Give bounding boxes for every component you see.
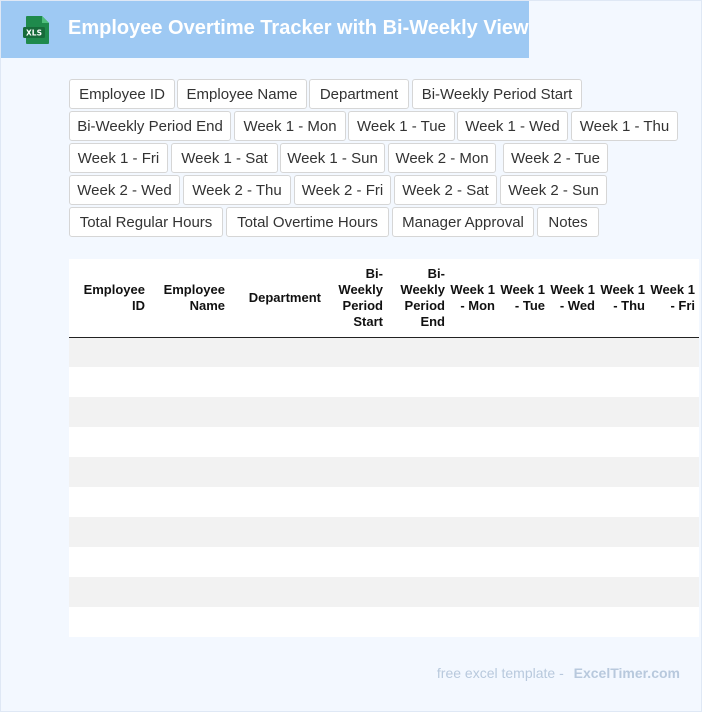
table-cell[interactable] xyxy=(69,487,149,517)
table-cell[interactable] xyxy=(387,397,449,427)
footer-brand-link[interactable]: ExcelTimer.com xyxy=(573,665,680,681)
column-chip[interactable]: Week 2 - Tue xyxy=(503,143,608,173)
table-cell[interactable] xyxy=(149,457,229,487)
table-cell[interactable] xyxy=(449,577,499,607)
table-cell[interactable] xyxy=(449,397,499,427)
table-cell[interactable] xyxy=(325,457,387,487)
table-cell[interactable] xyxy=(387,547,449,577)
column-chip[interactable]: Week 1 - Wed xyxy=(457,111,568,141)
column-header: Week 1 - Thu xyxy=(599,259,649,337)
table-cell[interactable] xyxy=(69,397,149,427)
column-header: Week 1 - Wed xyxy=(549,259,599,337)
column-header: Employee Name xyxy=(149,259,229,337)
table-cell[interactable] xyxy=(325,367,387,397)
column-header: Week 1 - Tue xyxy=(499,259,549,337)
table-row[interactable] xyxy=(69,457,699,487)
column-chip[interactable]: Week 2 - Fri xyxy=(294,175,391,205)
table-cell[interactable] xyxy=(599,607,649,637)
table-cell[interactable] xyxy=(449,367,499,397)
table-cell[interactable] xyxy=(325,547,387,577)
table-row[interactable] xyxy=(69,547,699,577)
table-cell[interactable] xyxy=(499,367,549,397)
table-cell[interactable] xyxy=(599,337,649,367)
table-cell[interactable] xyxy=(599,397,649,427)
table-cell[interactable] xyxy=(69,517,149,547)
column-chip[interactable]: Bi-Weekly Period Start xyxy=(412,79,582,109)
table-cell[interactable] xyxy=(149,367,229,397)
table-cell[interactable] xyxy=(549,487,599,517)
column-header: Bi-Weekly Period End xyxy=(387,259,449,337)
footer xyxy=(437,665,680,681)
table-cell[interactable] xyxy=(649,577,699,607)
table-cell[interactable] xyxy=(387,457,449,487)
table-cell[interactable] xyxy=(499,337,549,367)
table-cell[interactable] xyxy=(649,427,699,457)
table-cell[interactable] xyxy=(649,457,699,487)
table-cell[interactable] xyxy=(499,397,549,427)
table-cell[interactable] xyxy=(229,607,325,637)
table-cell[interactable] xyxy=(229,427,325,457)
table-cell[interactable] xyxy=(229,487,325,517)
footer-text: free excel template - xyxy=(436,665,564,681)
table-row[interactable] xyxy=(69,487,699,517)
svg-text:XLS: XLS xyxy=(26,28,42,38)
xls-file-icon xyxy=(23,15,51,45)
table-cell[interactable] xyxy=(499,457,549,487)
table-row[interactable] xyxy=(69,427,699,457)
column-chip[interactable]: Week 2 - Mon xyxy=(388,143,496,173)
table-cell[interactable] xyxy=(449,457,499,487)
column-chip[interactable]: Week 2 - Wed xyxy=(69,175,180,205)
table-cell[interactable] xyxy=(599,517,649,547)
table-row[interactable] xyxy=(69,337,699,367)
table-cell[interactable] xyxy=(449,427,499,457)
column-header: Week 1 - Mon xyxy=(449,259,499,337)
table-cell[interactable] xyxy=(549,367,599,397)
table-cell[interactable] xyxy=(325,427,387,457)
table-cell[interactable] xyxy=(325,487,387,517)
table-cell[interactable] xyxy=(69,577,149,607)
column-chip[interactable]: Employee ID xyxy=(69,79,175,109)
table-cell[interactable] xyxy=(499,427,549,457)
column-chip[interactable]: Week 1 - Fri xyxy=(69,143,168,173)
table-cell[interactable] xyxy=(149,577,229,607)
table-row[interactable] xyxy=(69,517,699,547)
table-cell[interactable] xyxy=(229,577,325,607)
table-cell[interactable] xyxy=(149,547,229,577)
table-cell[interactable] xyxy=(149,607,229,637)
table-cell[interactable] xyxy=(69,607,149,637)
table-row[interactable] xyxy=(69,367,699,397)
table-cell[interactable] xyxy=(149,517,229,547)
table-cell[interactable] xyxy=(69,457,149,487)
column-chip[interactable]: Week 1 - Sat xyxy=(171,143,278,173)
column-chip[interactable]: Week 2 - Thu xyxy=(183,175,291,205)
table-cell[interactable] xyxy=(387,607,449,637)
table-cell[interactable] xyxy=(69,337,149,367)
table-cell[interactable] xyxy=(69,427,149,457)
table-cell[interactable] xyxy=(449,487,499,517)
table-cell[interactable] xyxy=(549,397,599,427)
column-chip[interactable]: Week 1 - Thu xyxy=(571,111,678,141)
column-chip[interactable]: Week 2 - Sun xyxy=(500,175,607,205)
table-cell[interactable] xyxy=(599,487,649,517)
table-cell[interactable] xyxy=(649,607,699,637)
column-chip[interactable]: Department xyxy=(309,79,409,109)
table-row[interactable] xyxy=(69,607,699,637)
table-cell[interactable] xyxy=(549,547,599,577)
table-cell[interactable] xyxy=(449,337,499,367)
table-cell[interactable] xyxy=(229,397,325,427)
table-cell[interactable] xyxy=(549,457,599,487)
table-cell[interactable] xyxy=(387,367,449,397)
table-cell[interactable] xyxy=(449,517,499,547)
table-cell[interactable] xyxy=(449,547,499,577)
column-chip[interactable]: Manager Approval xyxy=(392,207,534,237)
table-cell[interactable] xyxy=(499,517,549,547)
table-cell[interactable] xyxy=(499,487,549,517)
table-cell[interactable] xyxy=(549,607,599,637)
table-cell[interactable] xyxy=(499,607,549,637)
table-cell[interactable] xyxy=(229,337,325,367)
tracker-table xyxy=(69,259,695,637)
column-chip[interactable]: Total Overtime Hours xyxy=(226,207,389,237)
table-cell[interactable] xyxy=(549,577,599,607)
table-cell[interactable] xyxy=(387,427,449,457)
table-cell[interactable] xyxy=(149,337,229,367)
table-cell[interactable] xyxy=(325,517,387,547)
table-cell[interactable] xyxy=(69,547,149,577)
table-cell[interactable] xyxy=(325,397,387,427)
column-header: Week 1 - Fri xyxy=(649,259,699,337)
table-cell[interactable] xyxy=(69,367,149,397)
table-cell[interactable] xyxy=(229,547,325,577)
table-cell[interactable] xyxy=(549,337,599,367)
table-cell[interactable] xyxy=(387,487,449,517)
table-cell[interactable] xyxy=(599,367,649,397)
table-cell[interactable] xyxy=(649,397,699,427)
table-cell[interactable] xyxy=(229,457,325,487)
table-cell[interactable] xyxy=(549,517,599,547)
page-title: Employee Overtime Tracker with Bi-Weekly View xyxy=(68,17,529,39)
table-cell[interactable] xyxy=(149,397,229,427)
table-cell[interactable] xyxy=(229,517,325,547)
table-cell[interactable] xyxy=(649,517,699,547)
table-cell[interactable] xyxy=(649,487,699,517)
table-cell[interactable] xyxy=(325,607,387,637)
table-cell[interactable] xyxy=(387,337,449,367)
table-cell[interactable] xyxy=(149,487,229,517)
column-chip[interactable]: Total Regular Hours xyxy=(69,207,223,237)
column-chip[interactable]: Bi-Weekly Period End xyxy=(69,111,231,141)
table-cell[interactable] xyxy=(649,337,699,367)
table-cell[interactable] xyxy=(649,547,699,577)
table-cell[interactable] xyxy=(599,577,649,607)
table-cell[interactable] xyxy=(449,607,499,637)
column-chip[interactable]: Week 1 - Sun xyxy=(280,143,385,173)
table-cell[interactable] xyxy=(599,427,649,457)
table-cell[interactable] xyxy=(229,367,325,397)
title-bar xyxy=(1,1,529,58)
column-header: Employee ID xyxy=(69,259,149,337)
table-header-row xyxy=(69,259,699,337)
table-row[interactable] xyxy=(69,397,699,427)
column-chip[interactable]: Week 1 - Mon xyxy=(234,111,346,141)
table-cell[interactable] xyxy=(649,367,699,397)
table-cell[interactable] xyxy=(325,577,387,607)
table-cell[interactable] xyxy=(499,577,549,607)
table-cell[interactable] xyxy=(149,427,229,457)
column-header: Bi-Weekly Period Start xyxy=(325,259,387,337)
table-cell[interactable] xyxy=(599,457,649,487)
column-chip[interactable]: Notes xyxy=(537,207,599,237)
table-cell[interactable] xyxy=(387,577,449,607)
column-chip[interactable]: Employee Name xyxy=(177,79,307,109)
column-chip[interactable]: Week 1 - Tue xyxy=(348,111,455,141)
column-chip[interactable]: Week 2 - Sat xyxy=(394,175,497,205)
column-header: Department xyxy=(229,259,325,337)
table-cell[interactable] xyxy=(599,547,649,577)
table-row[interactable] xyxy=(69,577,699,607)
table-cell[interactable] xyxy=(499,547,549,577)
table-cell[interactable] xyxy=(325,337,387,367)
table-cell[interactable] xyxy=(549,427,599,457)
table-cell[interactable] xyxy=(387,517,449,547)
